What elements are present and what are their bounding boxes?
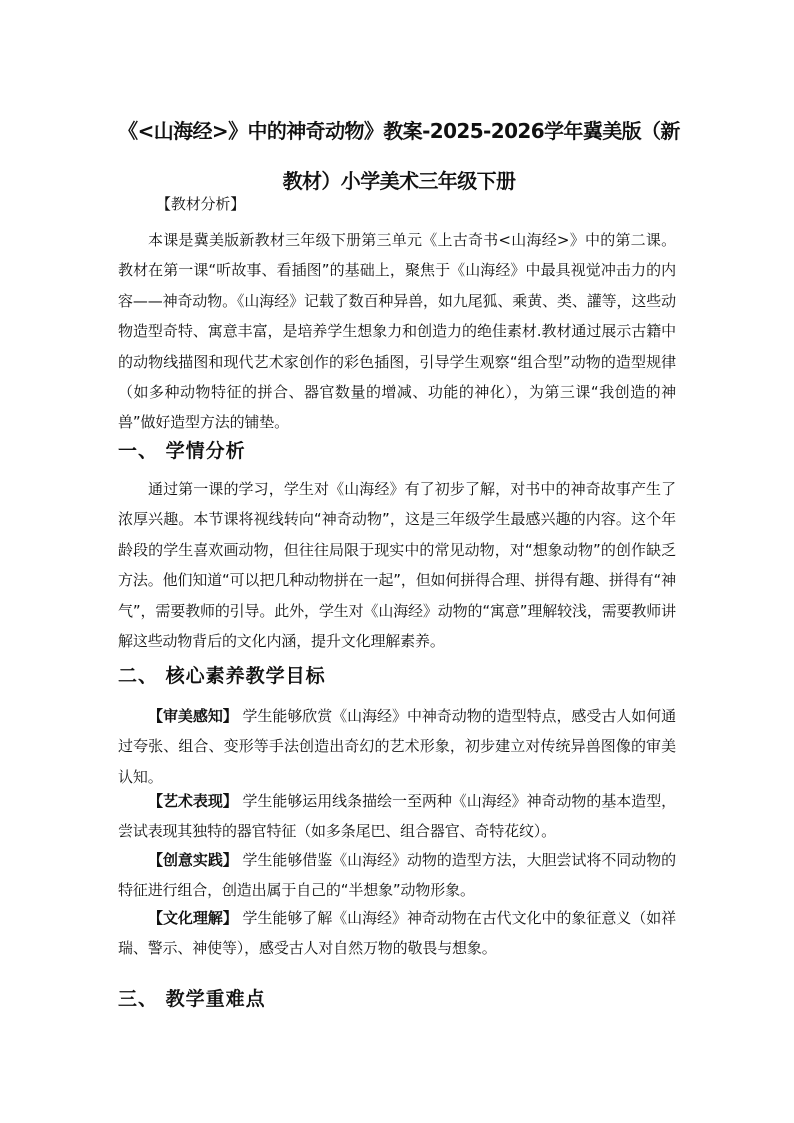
goal-text: 学生能够运用线条描绘一至两种《山海经》神奇动物的基本造型，尝试表现其独特的器官特征（如多条尾巴、组合器官、奇特花纹）。 bbox=[118, 792, 676, 841]
analysis-label: 【教材分析】 bbox=[156, 195, 246, 213]
section-heading-core-goals: 二、 核心素养教学目标 bbox=[118, 665, 326, 687]
document-title: 《<山海经>》中的神奇动物》教案-2025-2026学年冀美版（新教材）小学美术三年级下册 bbox=[118, 119, 680, 193]
goal-art-expression bbox=[118, 786, 676, 847]
goal-aesthetic bbox=[118, 701, 676, 792]
goal-label: 【艺术表现】 bbox=[148, 792, 238, 810]
goal-text: 学生能够借鉴《山海经》动物的造型方法，大胆尝试将不同动物的特征进行组合，创造出属于自己的“半想象”动物形象。 bbox=[118, 851, 676, 900]
analysis-paragraph: 本课是冀美版新教材三年级下册第三单元《上古奇书<山海经>》中的第二课。教材在第一课“听故事、看插图”的基础上，聚焦于《山海经》中最具视觉冲击力的内容——神奇动物。《山海经》记载了数百种异兽，如九尾狐、乘黄、类、讙等，这些动物造型奇特、寓意丰富，是培养学生想象力和创造力的绝佳素材.教材通过展示古籍中的动物线描图和现代艺术家创作的彩色插图，引导学生观察“组合型”动物的造型规律（如多种动物特征的拼合、器官数量的增减、功能的神化），为第三课“我创造的神兽”做好造型方法的铺垫。 bbox=[118, 231, 676, 432]
goal-text: 学生能够了解《山海经》神奇动物在古代文化中的象征意义（如祥瑞、警示、神使等），感受古人对自然万物的敬畏与想象。 bbox=[118, 909, 676, 958]
goal-cultural-understanding bbox=[118, 903, 676, 964]
goal-label: 【审美感知】 bbox=[148, 707, 238, 725]
learning-analysis-paragraph: 通过第一课的学习，学生对《山海经》有了初步了解，对书中的神奇故事产生了浓厚兴趣。本节课将视线转向“神奇动物”，这是三年级学生最感兴趣的内容。这个年龄段的学生喜欢画动物，但往往局限于现实中的常见动物，对“想象动物”的创作缺乏方法。他们知道“可以把几种动物拼在一起”，但如何拼得合理、拼得有趣、拼得有“神气”，需要教师的引导。此外，学生对《山海经》动物的“寓意”理解较浅，需要教师讲解这些动物背后的文化内涵，提升文化理解素养。 bbox=[118, 480, 676, 651]
section-heading-key-points: 三、 教学重难点 bbox=[118, 988, 266, 1010]
goal-text: 学生能够欣赏《山海经》中神奇动物的造型特点，感受古人如何通过夸张、组合、变形等手法创造出奇幻的艺术形象，初步建立对传统异兽图像的审美认知。 bbox=[118, 707, 676, 786]
goal-creative-practice bbox=[118, 845, 676, 906]
section-heading-learning-analysis: 一、 学情分析 bbox=[118, 440, 246, 462]
goal-label: 【创意实践】 bbox=[148, 851, 238, 869]
goal-label: 【文化理解】 bbox=[148, 909, 238, 927]
